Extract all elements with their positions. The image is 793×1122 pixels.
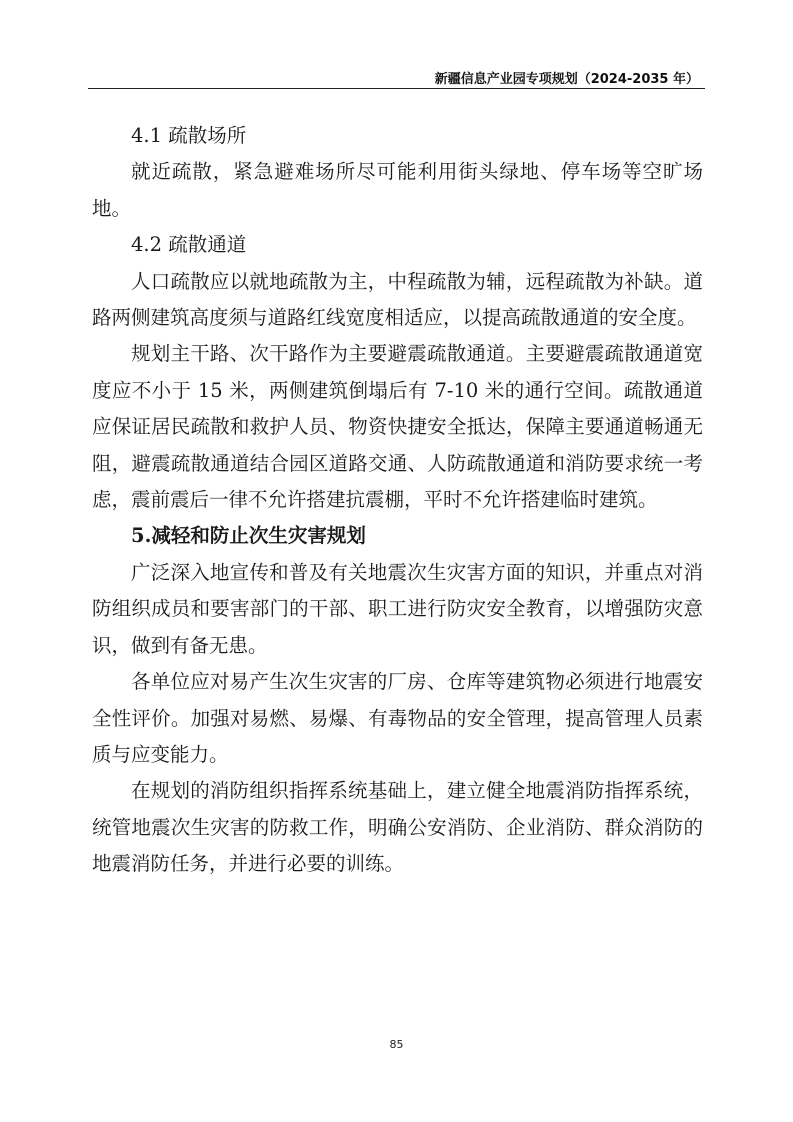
paragraph-evacuation-routes: 人口疏散应以就地疏散为主，中程疏散为辅，远程疏散为补缺。道路两侧建筑高度须与道路红线宽度相适应，以提高疏散通道的安全度。 bbox=[92, 269, 703, 330]
paragraph-safety-evaluation: 各单位应对易产生次生灾害的厂房、仓库等建筑物必须进行地震安全性评价。加强对易燃、易爆、有毒物品的安全管理，提高管理人员素质与应变能力。 bbox=[92, 670, 703, 766]
page-header bbox=[88, 62, 705, 89]
section-heading-5: 5.减轻和防止次生灾害规划 bbox=[131, 524, 366, 548]
page-number: 85 bbox=[389, 1038, 404, 1051]
paragraph-awareness: 广泛深入地宣传和普及有关地震次生灾害方面的知识，并重点对消防组织成员和要害部门的干部、职工进行防灾安全教育，以增强防灾意识，做到有备无患。 bbox=[92, 560, 703, 657]
header-title: 新疆信息产业园专项规划（2024-2035 年） bbox=[434, 72, 699, 87]
paragraph-evacuation-sites: 就近疏散，紧急避难场所尽可能利用街头绿地、停车场等空旷场地。 bbox=[92, 160, 703, 220]
paragraph-fire-command: 在规划的消防组织指挥系统基础上，建立健全地震消防指挥系统，统管地震次生灾害的防救工作，明确公安消防、企业消防、群众消防的地震消防任务，并进行必要的训练。 bbox=[92, 779, 703, 876]
section-heading-4-1: 4.1 疏散场所 bbox=[131, 124, 247, 147]
section-heading-4-2: 4.2 疏散通道 bbox=[131, 233, 247, 257]
document-body bbox=[92, 118, 703, 883]
paragraph-main-evacuation-roads: 规划主干路、次干路作为主要避震疏散通道。主要避震疏散通道宽度应不小于 15 米，两侧建筑倒塌后有 7-10 米的通行空间。疏散通道应保证居民疏散和救护人员、物资快捷安全抵达，保障主要通道畅通无阻，避震疏散通道结合园区道路交通、人防疏散通道和消防要求统一考虑，震前震后一律不允许搭建抗震棚，平时不允许搭建临时建筑。 bbox=[92, 342, 703, 512]
